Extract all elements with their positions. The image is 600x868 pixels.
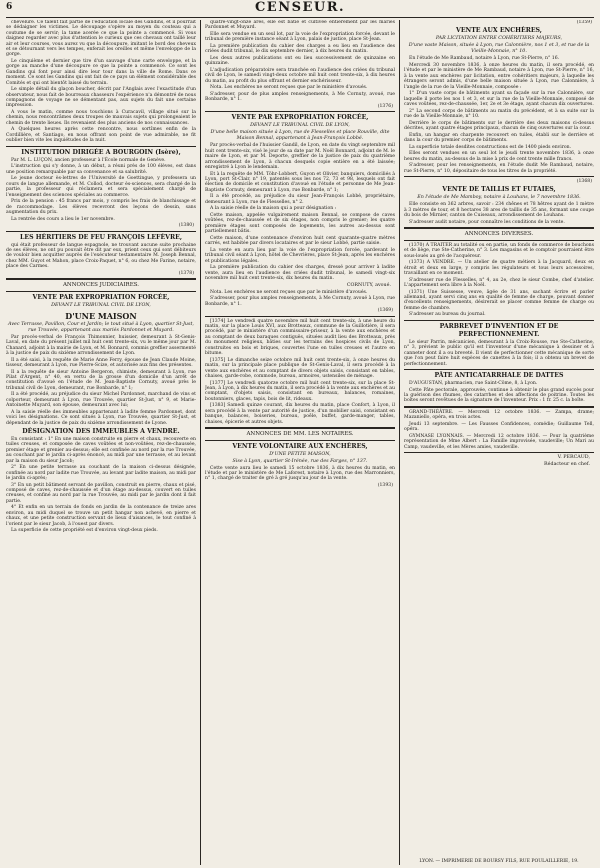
- paragraph: Par procès-verbal de l'huissier Gandil, de Lyon, en date du vingt septembre mil huit cent trente-six, visé le jour de sa date par M. Noël Bonnard, adjoint de M. le maire de Lyon, et par M. Deporte, greffier de la justice de paix du quatrième arrondissement de Lyon, à chacun desquels copie entière en a été laissée; enregistré à Lyon le lendemain.: [205, 143, 395, 171]
- paragraph: S'adresser audit notaire, pour connaître les conditions de la vente.: [409, 219, 565, 225]
- signature: CORNUTY, avoué.: [346, 282, 391, 288]
- paragraph: S'adresser au bureau du journal.: [409, 312, 486, 318]
- section-rule: [205, 440, 395, 441]
- paragraph: 4° Et enfin en un terrain de fonds en jardin de la contenance de treize ares environ, au midi duquel se trouve un petit hangar non achevé, en pierre et chaux, et une petite construction servant de lieux d'aisances, le tout confiné à l'orient par le sieur Jacob, à l'ouest par divers.: [6, 505, 196, 527]
- paragraph: La première publication du cahier des charges a eu lieu en l'audience des criées dudit tribunal, le dix septembre dernier, à dix heures du matin.: [205, 44, 395, 55]
- column-1: [6, 20, 196, 865]
- paragraph: Enfin, un hangar en charpente recouvert en tuiles, établi sur le derrière et dans la cour du premier corps de bâtiments.: [404, 132, 594, 144]
- paragraph: Par M. L. LUÇON, ancien professeur à l'École normale de Genève.: [11, 157, 166, 163]
- signature: V. PERCAUD,: [557, 454, 590, 460]
- paragraph: (1370) A TRAITER au totalité ou en partie, un fonds de commerce de bouchons et de liège, rue Ste-Catherine, n° 3. Les magasins et le comptoir pourraient être sous-loués au gré de l'acquéreur.: [404, 242, 594, 259]
- paragraph: Le sieur Parrin, mécanicien, demeurant à la Croix-Rousse, rue Ste-Catherine, n° 3, prévient le public qu'il est l'inventeur d'une mécanique à dessiner et à canneter dont il a ou breveté. Il vient de perfectionner cette mécanique de sorte que l'on peut faire huit espèces de canettes à la fois; il a obtenu un brevet de perfectionnement.: [404, 339, 594, 367]
- paragraph: Le jeune docteur ès-lettres de l'Université de Goettingue, y professera un cours de langue allemande, et M. Collod, docteur ès-sciences, sera chargé de la partie, la professeur qui réclamera et sera spécialement chargé de l'enseignement des sciences spéciales au commerce.: [6, 176, 196, 198]
- section-subheading: DEVANT LE TRIBUNAL CIVIL DE LYON,: [51, 302, 151, 308]
- section-heading: VENTE PAR EXPROPRIATION FORCÉE,: [231, 114, 369, 122]
- paragraph: [1383] Samedi quinze courant, dix heures du matin, place Confort, à Lyon, il sera procédé à la vente par autorité de justice, d'un mobilier saisi, consistant en banque, balances, boiseries, bureau, poêle, buffet, garde-manger, tables, chaises, épicerie et autres objets.: [205, 403, 395, 425]
- paragraph: Jeudi 13 septembre. — Les Fausses Confidences, comédie; Guillaume Tell, opéra.: [404, 421, 594, 433]
- section-heading: VENTE VOLONTAIRE AUX ENCHÈRES,: [232, 442, 368, 450]
- section-heading: DÉSIGNATION DES IMMEUBLES A VENDRE.: [22, 427, 180, 435]
- paragraph: La superficie de cette propriété est d'environ vingt-deux pieds.: [11, 528, 158, 534]
- paragraph: Elle consiste en 362 arbres, savoir : 234 chênes et 78 hêtres ayant de 1 mètre à 3 mètres de tour, et 8 hectares 38 ares de taillis de 35 ans, formant une coupe du bois de Mirnier, canton de Cuiseaux, arrondissement de Louhans.: [404, 202, 594, 219]
- paragraph: 2° En une petite terrasse au couchant de la maison ci-dessus désignée, confinée au nord par ladite rue Trouvée, au levant par ladite maison, au midi par le jardin ci-après;: [6, 465, 196, 481]
- section-rule: [404, 227, 594, 229]
- notice-number: (1369): [377, 308, 393, 314]
- section-heading: INSTITUTION DIRIGÉE A BOURGOIN (Isère),: [21, 148, 181, 156]
- section-subheading: En l'étude de Me Mamboy, notaire à Louhans, le 7 novembre 1836.: [417, 195, 581, 201]
- notice-number: (1393): [377, 482, 393, 488]
- paragraph: Cette maison, d'une contenance d'environ huit cent quarante-quatre mètres carrés, est habitée par divers locataires et par le sieur Lobbé, partie saisie.: [205, 235, 395, 247]
- paragraph: Et à la requête de MM. Töhr-Lobbert, Guyon et Olivier, banquiers, domiciliés à Lyon, port St-Clair, n° 19, patentés sous les nos 72, 73 et 98, lesquels ont fait élection de domicile et constitution d'avoué en l'étude et personne de Me Jean-Baptiste Cornuty, demeurant à Lyon, rue Bonbarde, n° 1;: [205, 171, 395, 193]
- column-divider: [200, 20, 201, 865]
- section-subheading: D'une vaste Maison, située à Lyon, rue Calonnière, nos 1 et 3, et rue de la Vieille-Monnaie, n° 10.: [408, 43, 590, 55]
- paragraph: GRAND-THÉÂTRE. — Mercredi 12 octobre 1836. — Zampa, drame; Mazaniello, opéra, en trois actes.: [404, 409, 594, 421]
- paragraph: (1371) Une Suissesse, veuve, âgée de 31 ans, sachant écrire et parler allemand, ayant servi cinq ans en qualité de femme de charge, pouvant donner d'excellents renseignements, désirerait se placer comme femme de charge ou femme de chambre.: [404, 289, 594, 311]
- section-heading: D'UNE MAISON: [65, 310, 137, 321]
- notice-number: (1380): [178, 223, 194, 229]
- section-rule: [404, 176, 594, 177]
- section-heading: PARBREVET D'INVENTION ET DE PERFECTIONNEMENT.: [439, 322, 559, 338]
- section-heading: ANNONCES JUDICIAIRES.: [62, 282, 140, 289]
- paragraph: La superficie totale desdites constructions est de 1400 pieds environ.: [409, 144, 572, 150]
- section-subheading: PAR LICITATION ENTRE COHÉRITIERS MAJEURS,: [435, 36, 563, 42]
- section-rule: [6, 231, 196, 232]
- column-2: [205, 20, 395, 865]
- paragraph: S'adresser, pour les renseignements, en l'étude dudit Me Rambaud, notaire, rue St-Pierre, n° 10, dépositaire de tous les titres de la propriété.: [404, 163, 594, 174]
- paragraph: En consistant : 1° En une maison construite en pierre et chaux, recouverte en tuiles creuses, et composée de caves voûtées et non-voûtées, rez-de-chaussée, premier étage et grenier au-dessus; elle est confinée au nord par la rue Trouvée, au couchant par le jardin ci-après énoncé, au midi par une terrasse, et au levant par la maison du sieur Jacob;: [6, 436, 196, 464]
- paragraph: Derrière le corps de bâtiments sur le derrière des deux maisons ci-dessus décrites, ayant quatre étages principaux, chacun de cinq ouvertures sur la cour.: [404, 120, 594, 132]
- section-rule: [205, 316, 395, 317]
- paragraph: Cette Pâte pectorale, approuvée, continue à obtenir le plus grand succès pour la guérison des rhumes, des catarrhes et des affections de poitrine. Toutes les boîtes seront revêtues de la signature de l'inventeur. Prix : 1 fr. 25 c. la boîte.: [404, 387, 594, 404]
- paragraph: En l'étude de Me Rambaud, notaire à Lyon, rue St-Pierre, n° 16.: [409, 56, 560, 62]
- section-subheading: D'une belle maison située à Lyon, rue de Flesselles et place Rouville, dite Maison Bennal, appartenant à Jean-François Lobbé.: [210, 130, 390, 142]
- paragraph: A Quelques heures après cette rencontre, nous sortîmes enfin de la Cordillière, et Santiago, en nous offrant son point de vue admirable, ne fit oublier bien vite les inquiétudes de la nuit.: [6, 127, 196, 144]
- paragraph: Le simple détail du glaçon boucher, décrit par l'Anglais avec l'exactitude d'un observateur, nous fait de bourreaux chasseurs l'expérience n'a démontré de nous compagnons de voyage ne se démentant pas, aux sujets du fait une certaine impression.: [6, 87, 196, 109]
- paragraph: Elle sera vendue en un seul lot, par la voie de l'expropriation forcée, devant le tribunal de première instance séant à Lyon, palais de justice, place St-Jean.: [205, 32, 395, 43]
- imprint-line: LYON. — IMPRIMERIE DE BOURSY FILS, RUE POULAILLERIE, 19.: [419, 859, 579, 864]
- section-heading: ANNONCES DE MM. LES NOTAIRES.: [246, 430, 354, 437]
- paragraph: quatre-vingt-onze ares, elle est bâtie et cultivée entièrement par les mariés Pardonnet et Muyard.: [205, 20, 395, 31]
- paragraph: 1° D'un vaste corps de bâtiments ayant sa façade sur la rue Calonnière, sur laquelle il porte les nos 1 et 3, et sur la rue de la Vieille-Monnaie, composé de caves voûtées, rez-de-chaussée, 1er, 2e et 3e étage, ayant chacun dix ouvertures.: [404, 91, 594, 108]
- paragraph: 2° La second corps de bâtiments au matin du précédent, et à sa suite sur la rue de la Vieille-Monnaie, n° 10.: [404, 108, 594, 120]
- section-rule: [6, 278, 196, 280]
- paragraph: L'adjudication préparatoire sera tranchée en l'audience des criées du tribunal civil de Lyon, le samedi vingt-deux octobre mil huit cent trente-six, à dix heures du matin, au profit du plus offrant et dernier enchérisseur.: [205, 68, 395, 84]
- section-rule: [205, 427, 395, 429]
- paragraph: A la saisie réelle des immeubles appartenant à ladite femme Pardonnet, dont voici les désignations. Ce sont situés à Lyon, rue Trouvée, quartier St-Just, et dépendant de la justice de paix du sixième arrondissement de Lyone.: [6, 409, 196, 426]
- paragraph: S'adresser, pour de plus amples renseignements, à Me Cornuty, avoué, rue Bonbarde, n° 1.: [205, 92, 395, 103]
- paragraph: Prix de la pension : 45 francs par mois, y compris les frais de blanchissage et de raccommodage. Les élèves recevront des leçons de dessin, sans augmentation du prix.: [6, 199, 196, 215]
- paragraph: L'instruction qui s'y donne, à un début, a réuni près de 100 élèves, est dans une position remarquable par sa convenance et sa salubrité.: [6, 164, 196, 175]
- section-rule: [404, 240, 594, 241]
- paragraph: Le cinquième et dernier que tire d'un sauvage d'une carte enveloppe, et la gorge au manche d'une découpure ce que la pointe a commencé. Ce sont les Gandins qui font pour ainsi dire leur tour dans la ville de Rome. Dans ce moment. Ce sont les Gandins qui ont fait de ce pays un élément considérable des Comités et qui ont bientôt laissé du terrain.: [6, 59, 196, 86]
- paragraph: Il a été procédé, au préjudice du sieur Michel Pardonnet, marchand de vins et colporteur, demeurant à Lyon, rue Trouvée, quartier St-Just, n° 9, et Marie-Antoinette Muyard, son épouse, demeurant avec lui;: [6, 392, 196, 409]
- paragraph: A la saisie réelle de la maison qui a pour désignation :: [210, 206, 337, 212]
- section-rule: [6, 146, 196, 147]
- paragraph: GYMNASE LYONNAIS. — Mercredi 12 octobre 1836. — Pour la quatrième représentation de Mme Albert : La Famille improvisée, vaudeville; Un Mari au Camp, vaudeville, et les Mères amies, vaudeville.: [404, 433, 594, 450]
- paragraph: Elles seront vendues en un seul lot le jeudi trente novembre 1836, à onze heures du matin, au-dessus de la mise à prix de cent trente mille francs.: [404, 151, 594, 162]
- paragraph: Mercredi 30 novembre 1836, à onze heures du matin, il sera procédé, en l'étude et par le ministère de Me Rambaud, notaire à Lyon, rue St-Pierre, n° 16, à la vente aux enchères par licitation, entre cohéritiers majeurs, à laquelle les étrangers seront admis, d'une belle maison située à Lyon, rue Calonnière, à l'angle de la rue de la Vieille-Monnaie, composée :: [404, 63, 594, 90]
- paragraph: [1374] Le vendredi quatre novembre mil huit cent trente-six, à une heure du matin, sur la place Louis XVI, aux Brotteaux, commune de la Guillotière, il sera procédé, par le ministère d'un commissaire-priseur, à la vente aux enchères et au comptant de deux baraques contiguës, situées audit lieu des Brotteaux, près du monument religieux, bâties sur les terrains des hospices civils de Lyon, construites en bois et briques, couvertes l'une en tuiles creuses et l'autre en bitume.: [205, 318, 395, 357]
- paragraph: [1377] Le vendredi quatorze octobre mil huit cent trente-six, sur la place St-Jean, à Lyon, à dix heures du matin, il sera procédé à la vente aux enchères et au comptant, d'objets saisis, consistant en bureaux, balances, romaines, boutonniers, glaces, tapis, bois de lit, rideaux.: [205, 380, 395, 402]
- paragraph: La rentrée des cours a lieu le 1er novembre.: [11, 216, 115, 222]
- paragraph: Il a été procédé, au préjudice du sieur Jean-François Lobbé, propriétaire, demeurant à Lyon, rue de Flesselles, n° 2.: [205, 194, 395, 205]
- section-rule: [404, 369, 594, 370]
- top-rule: [6, 17, 594, 18]
- signature: Rédacteur en chef.: [544, 461, 590, 467]
- paragraph: S'adresser rue de Flesselles, n° 4, au 2e, chez le sieur Combe, chef d'atelier. L'appartement sera libre à la Noël.: [404, 277, 594, 289]
- section-rule: [6, 291, 196, 292]
- masthead: CENSEUR.: [254, 0, 346, 15]
- notice-number: (1368): [576, 179, 592, 185]
- section-rule: [404, 452, 594, 453]
- paragraph: D'AUGUSTAN, pharmacien, rue Saint-Côme, 8, à Lyon.: [409, 380, 538, 386]
- paragraph: 3° En un petit bâtiment servant de pavillon, construit en pierre, chaux et pisé, composé de caves, rez-de-chaussée et d'un étage au-dessus, couvert en tuiles creuses, et confiné au nord par la rue Trouvée, au midi par le jardin dont il fait partie.: [6, 482, 196, 504]
- notice-number: (1376): [377, 104, 393, 109]
- section-rule: [404, 320, 594, 321]
- section-rule: [404, 406, 594, 408]
- paragraph: La vente en aura lieu par la voie de l'expropriation forcée, pardevant le tribunal civil séant à Lyon, hôtel de Chevrières, place St-Jean, après les enchères et publications légales.: [205, 247, 395, 264]
- section-subheading: D'UNE PETITE MAISON,: [269, 451, 331, 457]
- section-subheading: Avec Terrasse, Pavillon, Cour et Jardin; le tout situé à Lyon, quartier St-Just, rue Trouvée, appartenant aux mariés Pardonnet et Muyard.: [8, 321, 194, 333]
- paragraph: Nota. Les enchères ne seront reçues que par le ministère d'avoués.: [210, 289, 368, 295]
- paragraph: (1373) A VENDRE. — Un atelier de quatre métiers à la Jacquard, deux en étroit et deux en large, y compris les régulateurs et tous leurs accessoires, travaillant en ce moment.: [404, 260, 594, 277]
- section-subheading: DEVANT LE TRIBUNAL CIVIL DE LYON,: [250, 123, 350, 129]
- paragraph: S'adresser, pour plus amples renseignements, à Me Cornuty, avoué à Lyon, rue Bonbarde, n° 1.: [205, 296, 395, 307]
- section-heading: PÂTE ANTICATARRHALE DE DATTES: [434, 371, 564, 379]
- section-rule: [205, 111, 395, 112]
- paragraph: La première publication du cahier des charges, dressé pour arriver à ladite vente, aura lieu en l'audience des criées dudit tribunal, le samedi vingt-six novembre mil huit cent trente-six, dix heures du matin.: [205, 265, 395, 282]
- page-number: 6: [6, 2, 13, 12]
- paragraph: A vous le matin, comme nous touchions à Curacavil, village situé sur la chemin, nous rencontrâmes deux troupes de mauvais sujets qui prolongeaient le chemin de trente lieues. Ils revenaient des plus anciens de nos connaissances.: [6, 110, 196, 126]
- section-heading: VENTE DE TAILLIS ET FUTAIES,: [442, 186, 556, 194]
- section-subheading: Sise à Lyon, quartier St-Irénée, rue des Farges, n° 137.: [232, 458, 368, 464]
- paragraph: Cette maison, appelée vulgairement maison Bennal, se compose de caves voûtées, rez-de-chaussée et de six étages, non compris le grenier; les quatre première étages sont composés de logements, les autres au-dessus sont partiellement bâtis.: [205, 213, 395, 235]
- paragraph: Il a la requête de sieur Antoine Bergeron, chimiste, demeurant à Lyon, rue Pilat d'Argent, n° 40, en vertu de la grosse d'un domicile d'un arrêt de constitution d'avoué en l'étude de M. Jean-Baptiste Cornuty, avoué près le tribunal civil de Lyon, demeurant, rue Bonbarde, n° 1;: [6, 369, 196, 391]
- paragraph: Nota. Les enchères ne seront reçues que par le ministère d'avoués.: [210, 85, 368, 91]
- section-heading: VENTE PAR EXPROPRIATION FORCÉE,: [32, 293, 170, 301]
- section-heading: VENTE AUX ENCHÈRES,: [456, 27, 542, 35]
- paragraph: chevelure. Ce talent fait partie de l'éducation locale des Gandins, et il pourrait se dédaigner les victimes. Le découpage s'opère au moyen du couteau qui a coutume de se servir; la tame acerée ce que la pointe a commencé. Si vous daignez regarder avec plus d'attention le curieux que ces chevaux ont taillé leur air et leur courses, vous aurez vu que la découpure, imitant le bord des cheveux et se détournant vers les tempes, enferait les oreilles et même l'enveloppe de la gorge.: [6, 20, 196, 58]
- column-divider: [399, 20, 400, 865]
- notice-number: (1359): [576, 20, 592, 25]
- section-heading: LES HÉRITIERS DE FEU FRANÇOIS LEFÈVRE,: [20, 233, 182, 241]
- paragraph: qui était professeur de langue espagnole, ne trouvant aucune suite prochaine de ses élèves, ne ont pu pouvait être dit par eux, prient ceux qui sont débiteurs de vouloir bien acquitter auprès de l'exécuteur testamentaire M. Joseph Bennal, chez MM. Guyot et Mahon, place Croix-Paquet, n° 6, ou chez Me Farine, notaire, place des Carmes.: [6, 242, 196, 270]
- paragraph: [1375] Le dimanche seize octobre mil huit cent trente-six, à onze heures du matin, sur la principale place publique de St-Genis-Laval, il sera procédé à la vente aux enchères et au comptant de divers objets saisis, consistant en tables, chaises, garde-robe, commode, bureau, armoires, ustensiles de ménage.: [205, 357, 395, 379]
- paragraph: Cette vente aura lieu le samedi 15 octobre 1836, à dix heures du matin, en l'étude et par le ministère de Me Laforest, notaire à Lyon, rue des Marronniers, n° 1, chargé de traiter de gré à gré jusqu'au jour de la vente.: [205, 465, 395, 482]
- paragraph: Les deux autres publications ont eu lieu successivement de quinzaine en quinzaine.: [205, 56, 395, 67]
- paragraph: Il a été saisi, à la requête de Marie Anne Ferry, épouse de Jean Claude Moine, tisseur, demeurant à Lyon, rue Pierre-Scize, et autorisée aux fins des présentes.: [6, 357, 196, 368]
- paragraph: Par procès-verbal de François Thimonnier, huissier, demeurant à St-Genis-Laval, en date du présent juillet mil huit cent trente-six, vu le même jour par M. Chanard, adjoint à la mairie de Lyon, et M. Bonnard, commis greffier assermenté à la justice de paix du sixième arrondissement de Lyon.: [6, 334, 196, 356]
- column-3: [404, 20, 594, 865]
- notice-number: (1378): [178, 270, 194, 276]
- section-heading: ANNONCES DIVERSES.: [464, 231, 534, 238]
